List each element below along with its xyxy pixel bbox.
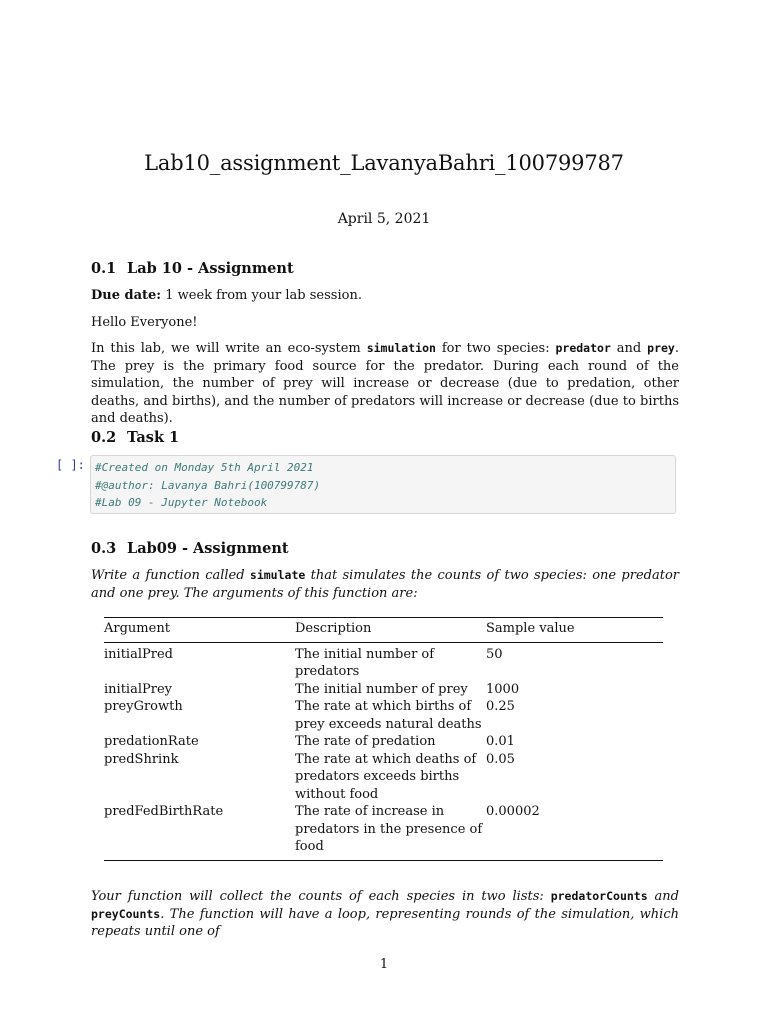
table-row — [104, 681, 663, 699]
cell-description: The initial number of predators — [295, 646, 435, 679]
cell-prompt: [ ]: — [56, 458, 85, 472]
section-heading-lab10 — [91, 260, 294, 277]
table-row — [104, 733, 663, 751]
code-term-predator: predator — [555, 341, 611, 355]
cell-description: The rate of predation — [295, 734, 436, 749]
section-title: Lab09 - Assignment — [127, 540, 289, 557]
page-number: 1 — [379, 957, 389, 972]
cell-sample: 0.05 — [486, 751, 515, 767]
section-number: 0.1 — [91, 260, 117, 277]
desc-text: that simulates the counts of two species: one predator and one prey. The arguments of this function are: — [91, 568, 679, 601]
section-heading-task1 — [91, 429, 179, 446]
cell-argument: initialPred — [104, 646, 173, 662]
code-term-predatorcounts: predatorCounts — [550, 889, 648, 903]
cell-argument: predShrink — [104, 751, 179, 767]
section-title: Lab 10 - Assignment — [127, 260, 294, 277]
desc-text: Write a function called — [91, 568, 250, 583]
table-header-row — [104, 618, 663, 643]
column-header-description: Description — [295, 618, 486, 643]
cell-description: The initial number of prey — [295, 681, 468, 697]
code-comment-line: #Lab 09 - Jupyter Notebook — [95, 496, 268, 509]
due-date-paragraph — [91, 287, 679, 305]
code-comment-line: #@author: Lavanya Bahri(100799787) — [95, 478, 321, 492]
cell-sample: 0.25 — [486, 699, 515, 714]
cell-description: The rate at which births of prey exceeds natural deaths — [295, 699, 482, 732]
cell-argument: predationRate — [104, 734, 199, 749]
due-date-text: 1 week from your lab session. — [161, 288, 362, 303]
table-row — [104, 698, 663, 733]
outro-text: . The function will have a loop, representing rounds of the simulation, which repeats until one of — [91, 906, 679, 939]
cell-sample: 1000 — [486, 681, 520, 697]
code-term-simulate: simulate — [249, 568, 306, 582]
due-date-label: Due date: — [91, 288, 162, 303]
table-row — [104, 803, 663, 860]
code-cell[interactable] — [90, 455, 676, 514]
outro-text: Your function will collect the counts of each species in two lists: — [91, 889, 551, 904]
outro-text: and — [647, 889, 679, 904]
section-title: Task 1 — [127, 429, 180, 446]
cell-argument: initialPrey — [104, 681, 172, 697]
cell-sample: 0.01 — [486, 734, 515, 749]
code-term-prey: prey — [647, 341, 675, 355]
cell-description: The rate at which deaths of predators exceeds births without food — [295, 751, 477, 802]
cell-sample: 0.00002 — [486, 803, 663, 860]
section-number: 0.3 — [91, 540, 117, 557]
greeting-paragraph: Hello Everyone! — [91, 315, 198, 330]
table-row — [104, 642, 663, 681]
section-number: 0.2 — [91, 429, 117, 446]
cell-description: The rate of increase in predators in the presence of food — [295, 803, 486, 860]
column-header-sample: Sample value — [486, 618, 663, 643]
intro-text: for two species: — [435, 341, 556, 356]
document-title: Lab10_assignment_LavanyaBahri_100799787 — [144, 151, 624, 175]
code-term-simulation: simulation — [366, 341, 436, 355]
intro-text: In this lab, we will write an eco-system — [91, 341, 367, 356]
function-description — [91, 567, 679, 602]
code-comment-line: #Created on Monday 5th April 2021 — [95, 461, 314, 474]
cell-argument: predFedBirthRate — [104, 803, 295, 860]
code-term-preycounts: preyCounts — [91, 906, 161, 921]
intro-paragraph — [91, 340, 679, 428]
section-heading-lab09 — [91, 540, 289, 557]
arguments-table — [104, 617, 663, 861]
cell-argument: preyGrowth — [104, 699, 183, 714]
intro-text: and — [610, 341, 648, 356]
cell-sample: 50 — [486, 646, 503, 662]
document-date: April 5, 2021 — [337, 211, 431, 227]
column-header-argument: Argument — [104, 618, 295, 643]
intro-text: . The prey is the primary food source for the predator. During each round of the simulation, the number of prey will increase or decrease (due to predation, other deaths, and births), and the number of predators will increase or decrease (due to births and deaths). — [91, 341, 679, 426]
table-row — [104, 751, 663, 804]
function-outro — [91, 888, 679, 941]
